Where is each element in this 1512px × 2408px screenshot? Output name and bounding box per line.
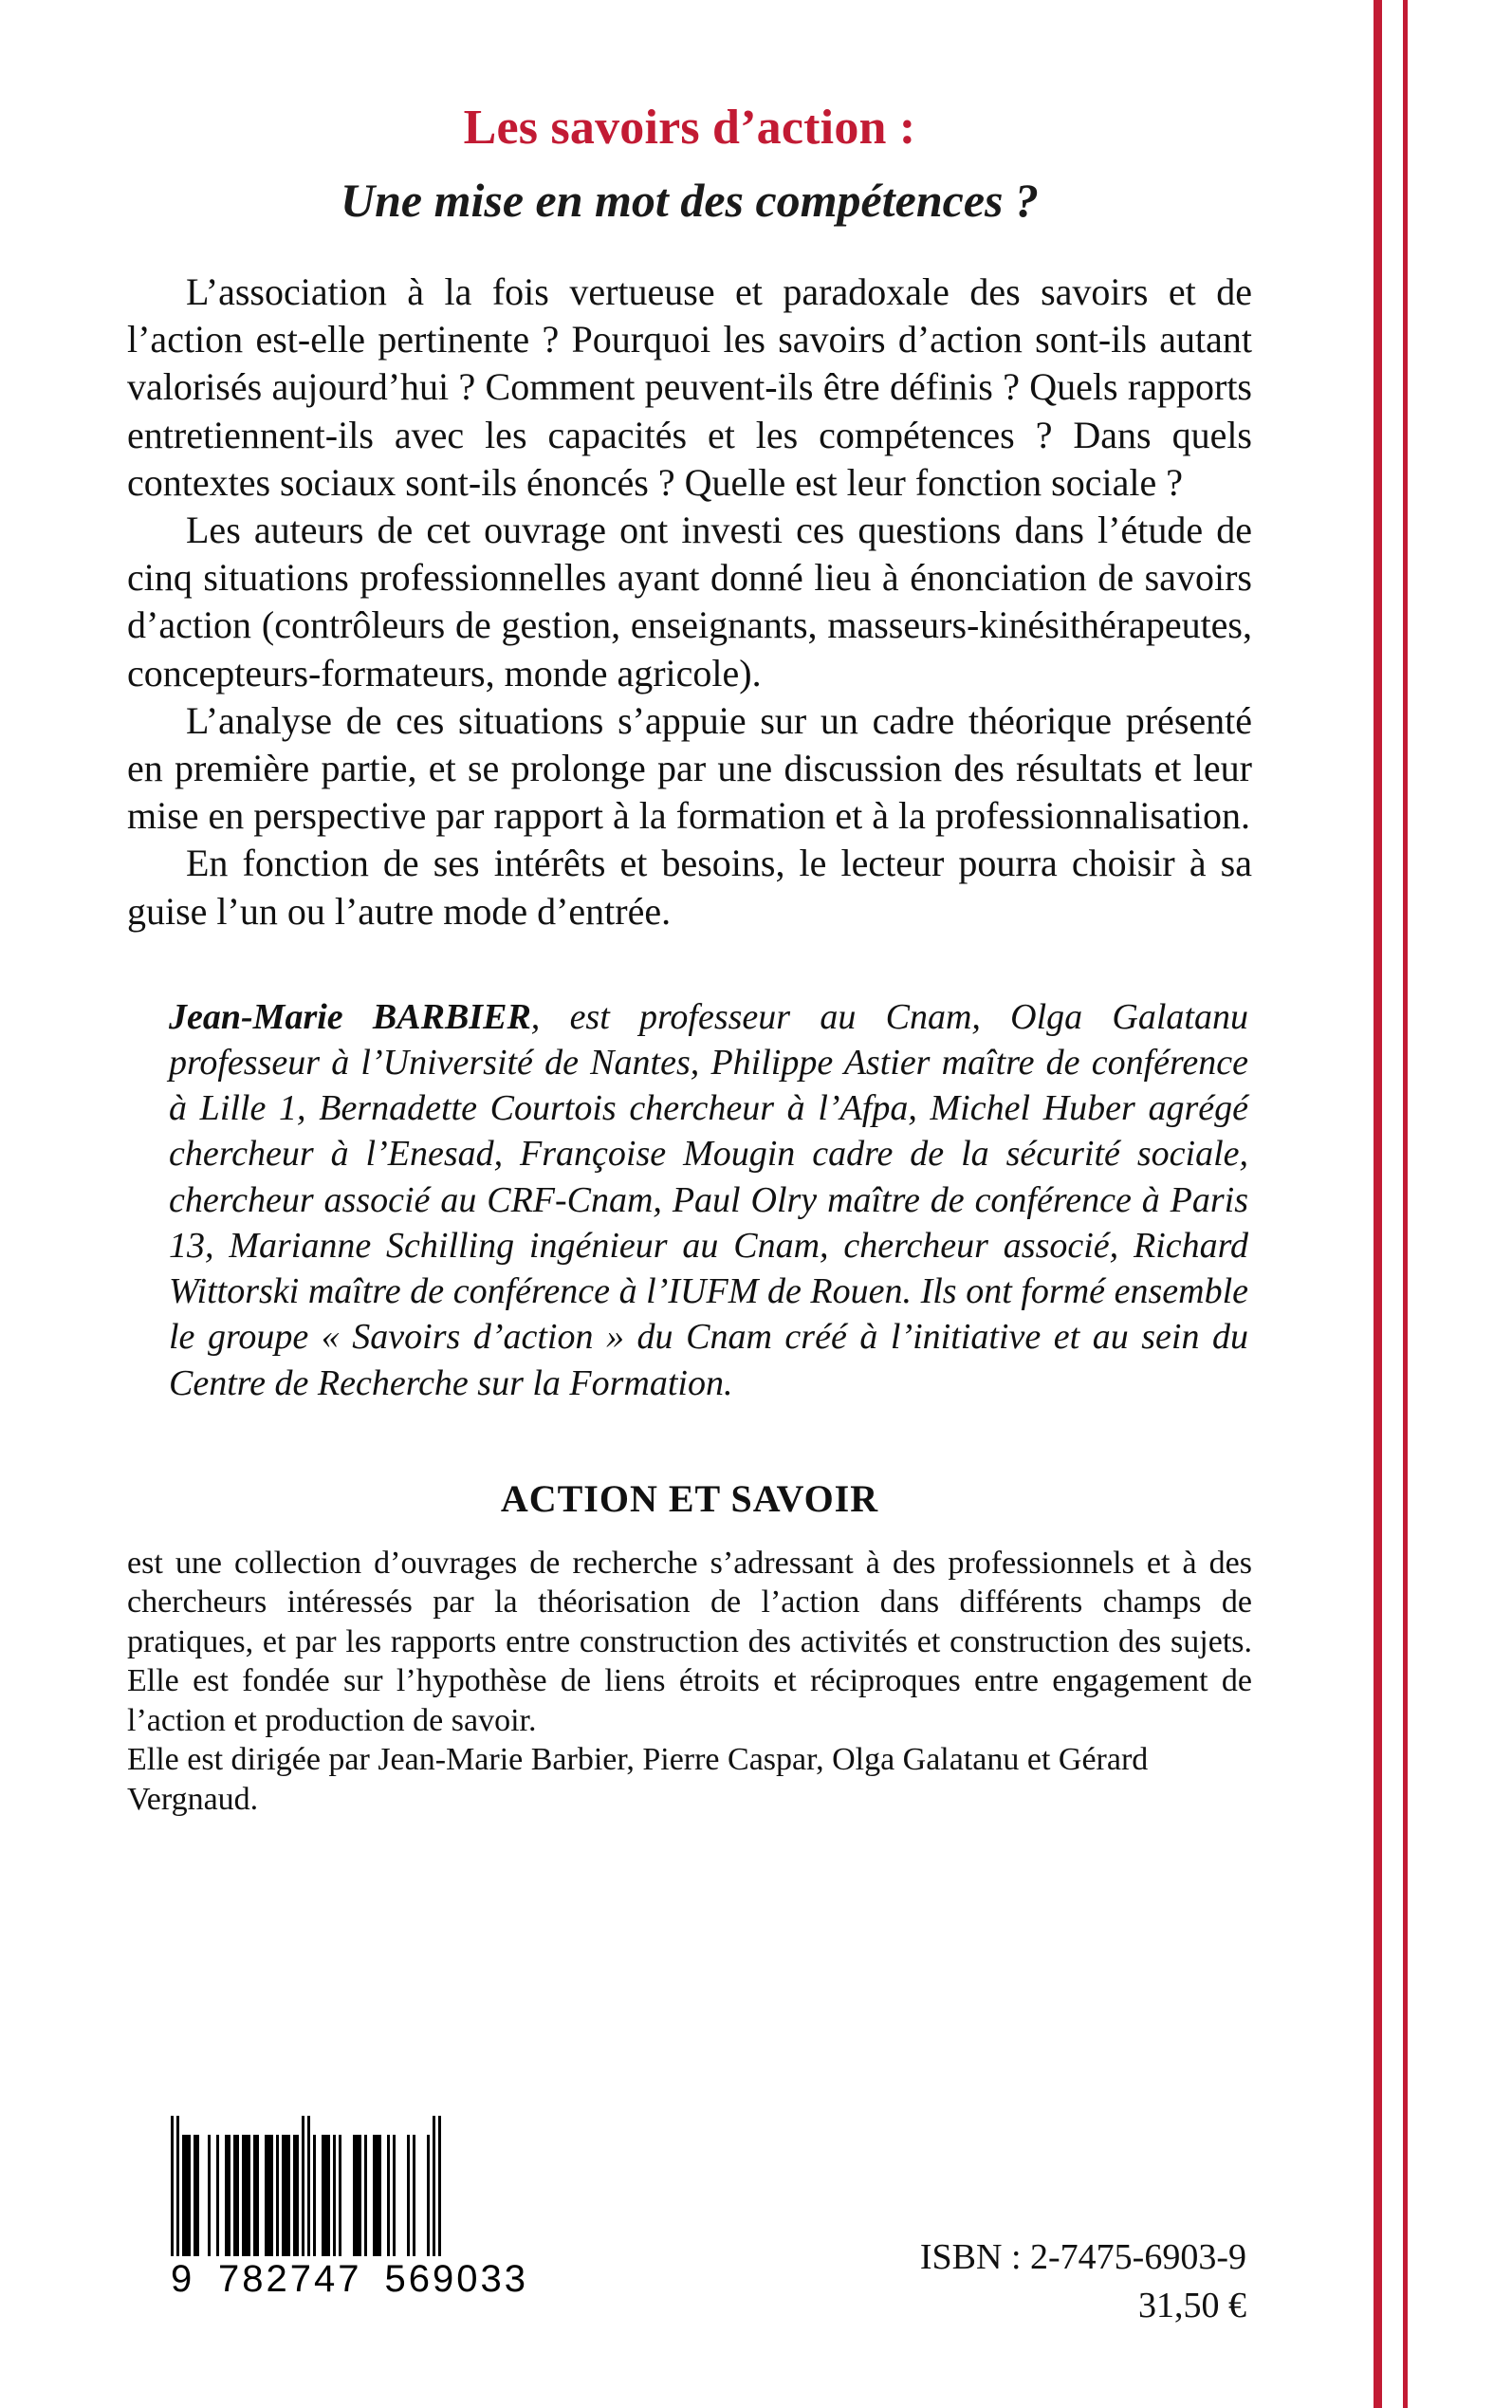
- barcode-digits: [171, 2258, 579, 2301]
- book-subtitle: Une mise en mot des compétences ?: [341, 173, 1039, 227]
- blurb-paragraph-1: L’association à la fois vertueuse et paradoxale des savoirs et de l’action est-elle pertinente ? Pourquoi les savoirs d’action sont-ils autant valorisés aujourd’hui ? Comment peuvent-ils être définis ? Quels rapports entretiennent-ils avec les capacités et les compétences ? Dans quels contextes sociaux sont-ils énoncés ? Quelle est leur fonction sociale ?: [127, 270, 1252, 504]
- collection-description: est une collection d’ouvrages de recherche s’adressant à des professionnels et à des chercheurs intéressés par la théorisation de l’action dans différents champs de pratiques, et par les rapports entre construction des activités et construction des sujets. Elle est fondée sur l’hypothèse de liens étroits et réciproques entre engagement de l’action et production de savoir.: [127, 1545, 1252, 1738]
- red-rule-thin: [1403, 0, 1408, 2408]
- barcode-group-right: 569033: [384, 2258, 528, 2300]
- isbn-text: ISBN : 2-7475-6903-9: [919, 2237, 1246, 2277]
- book-blurb: [127, 225, 1252, 935]
- authors-lead-name: Jean-Marie BARBIER: [169, 996, 531, 1037]
- cover-content: [127, 0, 1252, 1819]
- isbn-block: [920, 2233, 1246, 2331]
- book-title: Les savoirs d’action :: [463, 101, 916, 155]
- cover-footer: [127, 2135, 1360, 2343]
- authors-bio-text: , est professeur au Cnam, Olga Galatanu professeur à l’Université de Nantes, Philippe Astier maître de conférence à Lille 1, Bernadette Courtois chercheur à l’Afpa, Michel Huber agrégé chercheur à l’Enesad, Françoise Mougin cadre de la sécurité sociale, chercheur associé au CRF-Cnam, Paul Olry maître de conférence à Paris 13, Marianne Schilling ingénieur au Cnam, chercheur associé, Richard Wittorski maître de conférence à l’IUFM de Rouen. Ils ont formé ensemble le groupe « Savoirs d’action » du Cnam créé à l’initiative et au sein du Centre de Recherche sur la Formation.: [169, 996, 1248, 1403]
- barcode-group-left: 782747: [218, 2258, 362, 2300]
- blurb-paragraph-4: En fonction de ses intérêts et besoins, le lecteur pourra choisir à sa guise l’un ou l’autre mode d’entrée.: [127, 842, 1252, 933]
- authors-bio: [127, 935, 1252, 1406]
- barcode-bars: [171, 2135, 579, 2256]
- collection-name: ACTION ET SAVOIR: [500, 1476, 879, 1520]
- red-rule-thick: [1374, 0, 1382, 2408]
- barcode: [171, 2135, 579, 2301]
- blurb-paragraph-2: Les auteurs de cet ouvrage ont investi ces questions dans l’étude de cinq situations professionnelles ayant donné lieu à énonciation de savoirs d’action (contrôleurs de gestion, enseignants, masseurs-kinésithérapeutes, concepteurs-formateurs, monde agricole).: [127, 509, 1252, 695]
- price-text: 31,50 €: [1138, 2286, 1246, 2326]
- collection-editors: Elle est dirigée par Jean-Marie Barbier, Pierre Caspar, Olga Galatanu et Gérard Vergnaud.: [127, 1742, 1149, 1817]
- barcode-digit-first: 9: [171, 2258, 195, 2300]
- blurb-paragraph-3: L’analyse de ces situations s’appuie sur un cadre théorique présenté en première partie, et se prolonge par une discussion des résultats et leur mise en perspective par rapport à la formation et à la professionnalisation.: [127, 698, 1252, 838]
- collection-description-block: [127, 1521, 1252, 1819]
